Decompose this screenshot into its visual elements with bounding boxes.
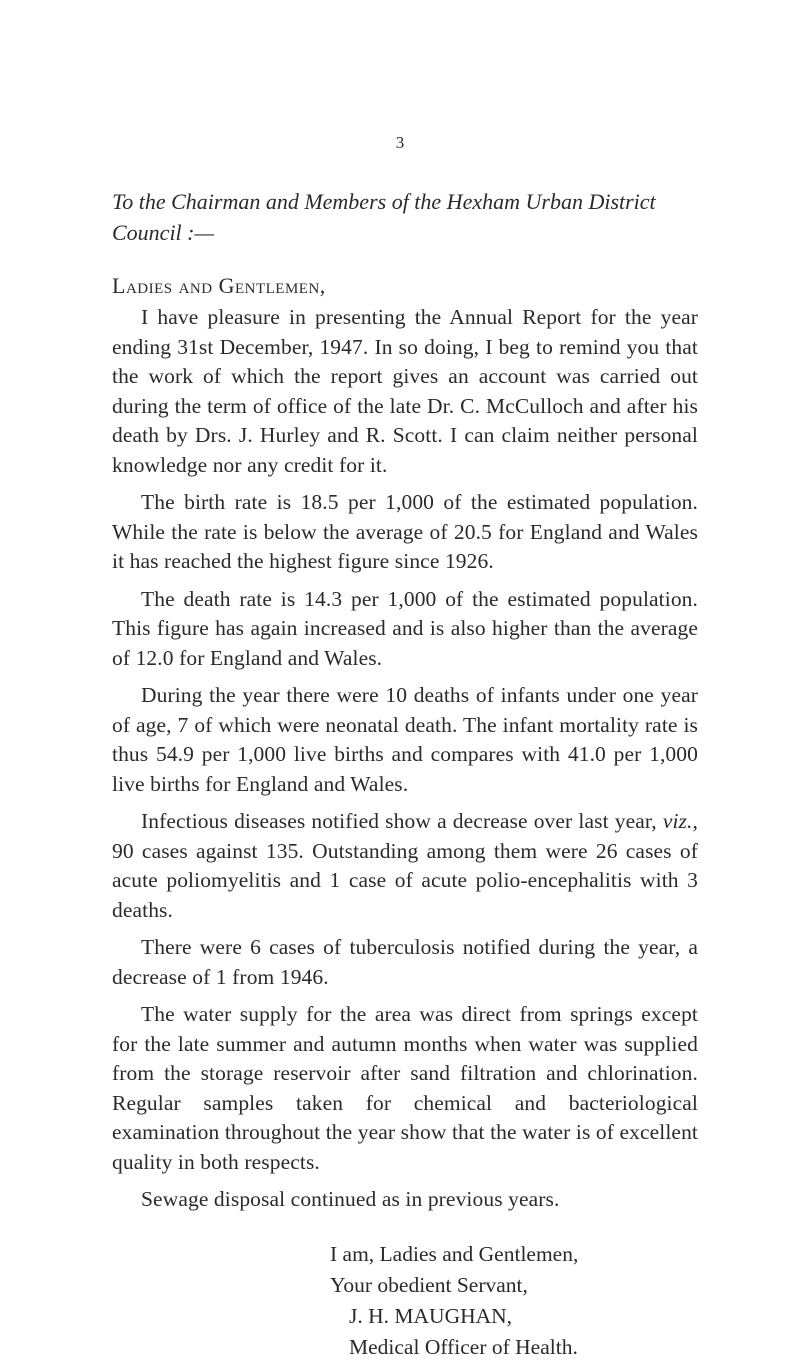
addressee: To the Chairman and Members of the Hexham Urban District Council :— xyxy=(112,189,656,245)
paragraph-infant-mortality: During the year there were 10 deaths of infants under one year of age, 7 of which were neonatal death. The infant mortality rate is thus 54.9 per 1,000 live births and compares with 41.0 per 1,000 live births for England and Wales. xyxy=(112,683,698,796)
greeting: Ladies and Gentlemen, xyxy=(112,273,326,298)
paragraph-sewage: Sewage disposal continued as in previous years. xyxy=(141,1187,560,1211)
signatory-title: Medical Officer of Health. xyxy=(349,1334,578,1359)
closing-line: I am, Ladies and Gentlemen, xyxy=(330,1241,579,1266)
closing-block xyxy=(112,1239,698,1363)
closing-line: Your obedient Servant, xyxy=(330,1272,528,1297)
paragraph-water-supply: The water supply for the area was direct from springs except for the late summer and autumn months when water was supplied from the storage reservoir after sand filtration and chlorination. Regular samples taken for chemical and bacteriological examination throughout the year show that the water is of excellent quality in both respects. xyxy=(112,1002,698,1174)
paragraph-death-rate: The death rate is 14.3 per 1,000 of the estimated population. This figure has again increased and is also higher than the average of 12.0 for England and Wales. xyxy=(112,586,698,670)
paragraph-infectious-diseases: Infectious diseases notified show a decrease over last year, viz., 90 cases against 135. Outstanding among them were 26 cases of acute poliomyelitis and 1 case of acute polio-encephalitis with 3 deaths. xyxy=(112,809,698,922)
paragraph-report-intro: I have pleasure in presenting the Annual Report for the year ending 31st December, 1947. In so doing, I beg to remind you that the work of which the report gives an account was carried out during the term of office of the late Dr. C. McCulloch and after his death by Drs. J. Hurley and R. Scott. I can claim neither personal knowledge nor any credit for it. xyxy=(112,305,698,477)
paragraph-tuberculosis: There were 6 cases of tuberculosis notified during the year, a decrease of 1 from 1946. xyxy=(112,935,698,989)
page-number: 3 xyxy=(395,133,405,152)
paragraph-birth-rate: The birth rate is 18.5 per 1,000 of the estimated population. While the rate is below the average of 20.5 for England and Wales it has reached the highest figure since 1926. xyxy=(112,490,698,573)
letter-body xyxy=(112,186,698,1363)
signatory-name: J. H. MAUGHAN, xyxy=(349,1303,513,1328)
